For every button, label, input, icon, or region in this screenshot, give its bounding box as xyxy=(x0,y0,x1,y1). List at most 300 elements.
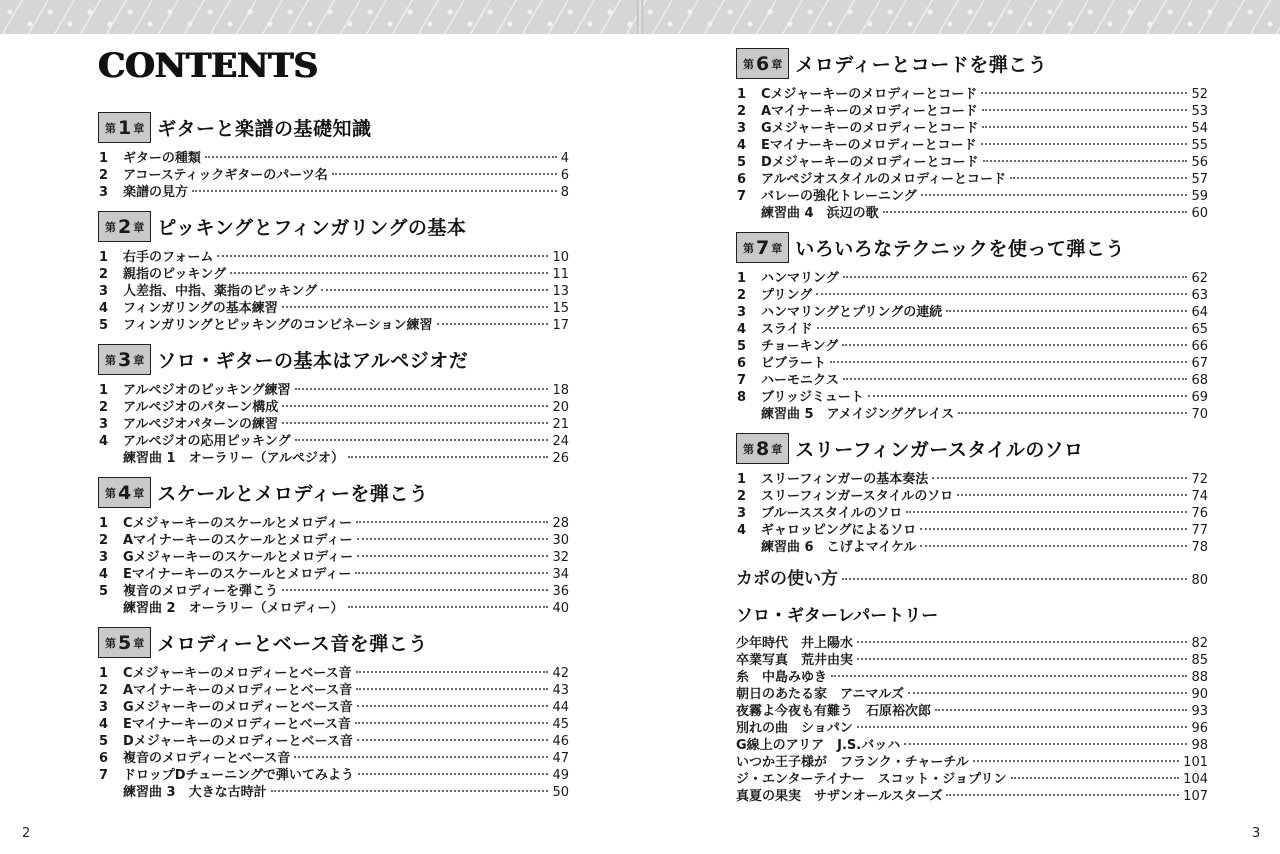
toc-entry[interactable] xyxy=(98,733,569,750)
dot-leader xyxy=(295,388,549,390)
entry-title: アルペジオのピッキング練習 xyxy=(123,383,291,398)
entry-title: ドロップDチューニングで弾いてみよう xyxy=(123,768,354,783)
toc-entry[interactable] xyxy=(736,188,1208,205)
entry-title: 右手のフォーム xyxy=(123,250,214,265)
entry-title: Aマイナーキーのスケールとメロディー xyxy=(123,533,353,548)
chapter-prefix: 第 xyxy=(105,486,116,500)
entry-number: 6 xyxy=(737,172,747,187)
toc-entry[interactable] xyxy=(736,771,1208,788)
dot-leader xyxy=(358,773,549,775)
contents-title: CONTENTS xyxy=(98,46,318,86)
dot-leader xyxy=(816,293,1187,295)
chapter-suffix: 章 xyxy=(133,486,145,500)
toc-entry[interactable] xyxy=(736,471,1208,488)
entry-page-number: 53 xyxy=(1191,104,1208,119)
entry-page-number: 104 xyxy=(1183,772,1208,787)
entry-number: 2 xyxy=(737,489,747,504)
toc-entry[interactable] xyxy=(736,389,1208,406)
chapter-entries xyxy=(736,86,1208,222)
entry-page-number: 45 xyxy=(552,717,569,732)
toc-entry[interactable] xyxy=(736,287,1208,304)
toc-entry[interactable] xyxy=(736,205,1208,222)
entry-title: Cメジャーキーのメロディーとコード xyxy=(761,87,978,102)
dot-leader xyxy=(357,538,549,540)
entry-number: 1 xyxy=(737,472,747,487)
entry-number: 3 xyxy=(737,121,747,136)
entry-number: 5 xyxy=(737,339,747,354)
chapter-suffix: 章 xyxy=(133,220,145,234)
entry-title: ブリッジミュート xyxy=(761,390,864,405)
dot-leader xyxy=(356,671,549,673)
toc-entry[interactable] xyxy=(736,788,1208,805)
chapter-entries xyxy=(98,665,569,801)
entry-page-number: 49 xyxy=(552,768,569,783)
dot-leader xyxy=(437,323,549,325)
entry-page-number: 60 xyxy=(1191,206,1208,221)
dot-leader xyxy=(868,395,1188,397)
chapter-heading xyxy=(98,210,569,243)
toc-entry[interactable] xyxy=(736,686,1208,703)
chapter-7 xyxy=(736,231,1208,423)
left-page-toc xyxy=(98,111,569,801)
toc-entry[interactable] xyxy=(736,635,1208,652)
entry-page-number: 57 xyxy=(1191,172,1208,187)
toc-entry[interactable] xyxy=(736,669,1208,686)
dot-leader xyxy=(282,422,548,424)
chapter-heading xyxy=(98,476,569,509)
toc-entry[interactable] xyxy=(736,522,1208,539)
entry-number: 5 xyxy=(99,318,109,333)
entry-page-number: 65 xyxy=(1191,322,1208,337)
entry-title: 複音のメロディーとベース音 xyxy=(123,751,291,766)
entry-page-number: 96 xyxy=(1191,721,1208,736)
dot-leader xyxy=(321,289,548,291)
toc-entry[interactable] xyxy=(736,737,1208,754)
entry-title: フィンガリングの基本練習 xyxy=(123,301,278,316)
entry-title: 卒業写真 荒井由実 xyxy=(736,653,854,668)
capo-entry[interactable] xyxy=(736,564,1208,594)
entry-title: Cメジャーキーのメロディーとベース音 xyxy=(123,666,352,681)
dot-leader xyxy=(920,528,1187,530)
chapter-title: スリーフィンガースタイルのソロ xyxy=(795,439,1084,461)
chapter-prefix: 第 xyxy=(105,636,116,650)
entry-title: 真夏の果実 サザンオールスターズ xyxy=(736,789,943,804)
entry-number: 6 xyxy=(99,751,109,766)
toc-entry[interactable] xyxy=(98,184,569,201)
entry-title: 朝日のあたる家 アニマルズ xyxy=(736,687,904,702)
entry-title: 練習曲 5 アメイジンググレイス xyxy=(761,407,955,422)
page-number-left: 2 xyxy=(22,826,31,841)
toc-entry[interactable] xyxy=(98,682,569,699)
dot-leader xyxy=(271,790,549,792)
entry-page-number: 46 xyxy=(552,734,569,749)
entry-page-number: 62 xyxy=(1191,271,1208,286)
dot-leader xyxy=(355,572,548,574)
entry-number: 3 xyxy=(737,305,747,320)
entry-title: Gメジャーキーのメロディーとベース音 xyxy=(123,700,353,715)
toc-entry[interactable] xyxy=(736,103,1208,120)
chapter-number: 1 xyxy=(118,116,132,139)
entry-number: 1 xyxy=(99,666,109,681)
toc-entry[interactable] xyxy=(736,720,1208,737)
dot-leader xyxy=(357,555,548,557)
entry-title: ビブラート xyxy=(761,356,827,371)
dot-leader xyxy=(230,272,548,274)
dot-leader xyxy=(348,606,549,608)
dot-leader xyxy=(904,743,1187,745)
dot-leader xyxy=(282,405,548,407)
entry-title: 練習曲 1 オーラリー（アルペジオ） xyxy=(123,451,345,466)
chapter-2 xyxy=(98,210,569,334)
entry-number: 3 xyxy=(99,284,109,299)
entry-number: 2 xyxy=(737,104,747,119)
entry-page-number: 30 xyxy=(552,533,569,548)
dot-leader xyxy=(356,688,548,690)
chapter-heading xyxy=(736,47,1208,80)
entry-title: Dメジャーキーのメロディーとベース音 xyxy=(123,734,353,749)
dot-leader xyxy=(906,511,1187,513)
chapter-4 xyxy=(98,476,569,617)
toc-entry[interactable] xyxy=(98,450,569,467)
dot-leader xyxy=(957,494,1187,496)
toc-entry[interactable] xyxy=(736,137,1208,154)
toc-entry[interactable] xyxy=(736,539,1208,556)
toc-entry[interactable] xyxy=(736,338,1208,355)
entry-page-number: 47 xyxy=(552,751,569,766)
chapter-3 xyxy=(98,343,569,467)
dot-leader xyxy=(355,722,549,724)
chapter-suffix: 章 xyxy=(771,442,783,456)
entry-title: アルペジオパターンの練習 xyxy=(123,417,278,432)
toc-entry[interactable] xyxy=(98,416,569,433)
entry-title: 人差指、中指、薬指のピッキング xyxy=(123,284,318,299)
entry-page-number: 72 xyxy=(1191,472,1208,487)
toc-entry[interactable] xyxy=(98,566,569,583)
dot-leader xyxy=(282,589,548,591)
chapter-number: 5 xyxy=(118,631,132,654)
toc-entry[interactable] xyxy=(98,583,569,600)
entry-page-number: 17 xyxy=(552,318,569,333)
entry-title: 親指のピッキング xyxy=(123,267,227,282)
entry-title: プリング xyxy=(761,288,813,303)
toc-entry[interactable] xyxy=(98,249,569,266)
dot-leader xyxy=(217,255,548,257)
entry-title: Dメジャーキーのメロディーとコード xyxy=(761,155,979,170)
dot-leader xyxy=(843,378,1188,380)
dot-leader xyxy=(282,306,549,308)
entry-number: 1 xyxy=(737,87,747,102)
entry-title: アコースティックギターのパーツ名 xyxy=(123,168,328,183)
repertoire-section xyxy=(736,603,1208,805)
toc-entry[interactable] xyxy=(736,154,1208,171)
entry-page-number: 77 xyxy=(1191,523,1208,538)
dot-leader xyxy=(973,760,1179,762)
toc-entry[interactable] xyxy=(98,767,569,784)
entry-number: 4 xyxy=(99,717,109,732)
entry-page-number: 44 xyxy=(552,700,569,715)
entry-title: ジ・エンターテイナー スコット・ジョプリン xyxy=(736,772,1007,787)
entry-page-number: 6 xyxy=(560,168,569,183)
chapter-number: 2 xyxy=(118,215,132,238)
capo-title: カポの使い方 xyxy=(736,569,838,589)
entry-number: 1 xyxy=(99,516,109,531)
entry-page-number: 85 xyxy=(1191,653,1208,668)
toc-entry[interactable] xyxy=(736,321,1208,338)
entry-page-number: 28 xyxy=(552,516,569,531)
entry-number: 2 xyxy=(99,683,109,698)
toc-entry[interactable] xyxy=(98,532,569,549)
chapter-badge xyxy=(98,211,151,242)
dot-leader xyxy=(921,194,1188,196)
entry-page-number: 10 xyxy=(552,250,569,265)
toc-entry[interactable] xyxy=(736,270,1208,287)
entry-number: 3 xyxy=(99,550,109,565)
chapter-badge xyxy=(98,477,151,508)
chapter-prefix: 第 xyxy=(105,121,116,135)
capo-page-number: 80 xyxy=(1191,573,1208,588)
toc-entry[interactable] xyxy=(736,703,1208,720)
chapter-suffix: 章 xyxy=(771,57,783,71)
dot-leader xyxy=(946,310,1187,312)
entry-number: 1 xyxy=(99,250,109,265)
entry-number: 5 xyxy=(99,584,109,599)
dot-leader xyxy=(935,709,1187,711)
chapter-badge xyxy=(98,627,151,658)
entry-page-number: 24 xyxy=(552,434,569,449)
dot-leader xyxy=(205,156,557,158)
dot-leader xyxy=(958,412,1187,414)
toc-entry[interactable] xyxy=(736,488,1208,505)
chapter-badge xyxy=(98,344,151,375)
entry-page-number: 101 xyxy=(1183,755,1208,770)
dot-leader xyxy=(817,327,1188,329)
toc-entry[interactable] xyxy=(736,754,1208,771)
chapter-entries xyxy=(736,471,1208,556)
chapter-number: 8 xyxy=(756,437,770,460)
chapter-title: スケールとメロディーを弾こう xyxy=(157,483,429,505)
entry-title: Gメジャーキーのスケールとメロディー xyxy=(123,550,354,565)
chapter-title: メロディーとベース音を弾こう xyxy=(157,633,428,655)
chapter-prefix: 第 xyxy=(105,353,116,367)
entry-title: Aマイナーキーのメロディーとベース音 xyxy=(123,683,353,698)
entry-page-number: 54 xyxy=(1191,121,1208,136)
chapter-title: ギターと楽譜の基礎知識 xyxy=(157,118,372,140)
repertoire-title: ソロ・ギターレパートリー xyxy=(736,606,939,626)
entry-title: ハーモニクス xyxy=(761,373,839,388)
entry-title: ギャロッピングによるソロ xyxy=(761,523,917,538)
entry-title: ギターの種類 xyxy=(123,151,201,166)
entry-page-number: 70 xyxy=(1191,407,1208,422)
entry-page-number: 98 xyxy=(1191,738,1208,753)
entry-title: アルペジオのパターン構成 xyxy=(123,400,279,415)
entry-number: 3 xyxy=(99,700,109,715)
dot-leader xyxy=(932,477,1187,479)
entry-title: Gメジャーキーのメロディーとコード xyxy=(761,121,979,136)
toc-entry[interactable] xyxy=(98,600,569,617)
toc-entry[interactable] xyxy=(98,167,569,184)
entry-page-number: 18 xyxy=(552,383,569,398)
entry-page-number: 68 xyxy=(1191,373,1208,388)
entry-number: 4 xyxy=(737,523,747,538)
entry-number: 2 xyxy=(99,400,109,415)
toc-entry[interactable] xyxy=(736,304,1208,321)
entry-page-number: 93 xyxy=(1191,704,1208,719)
entry-page-number: 34 xyxy=(552,567,569,582)
toc-entry[interactable] xyxy=(736,120,1208,137)
toc-entry[interactable] xyxy=(736,355,1208,372)
entry-number: 3 xyxy=(99,185,109,200)
chapter-suffix: 章 xyxy=(771,241,783,255)
dot-leader xyxy=(295,439,549,441)
dot-leader xyxy=(842,344,1187,346)
toc-entry[interactable] xyxy=(98,266,569,283)
chapter-heading xyxy=(736,231,1208,264)
entry-page-number: 76 xyxy=(1191,506,1208,521)
dot-leader xyxy=(981,92,1187,94)
toc-entry[interactable] xyxy=(98,433,569,450)
chapter-entries xyxy=(98,249,569,334)
entry-title: Eマイナーキーのメロディーとコード xyxy=(761,138,977,153)
entry-number: 5 xyxy=(99,734,109,749)
entry-title: 複音のメロディーを弾こう xyxy=(123,584,278,599)
dot-leader xyxy=(981,143,1188,145)
entry-page-number: 107 xyxy=(1183,789,1208,804)
entry-page-number: 66 xyxy=(1191,339,1208,354)
dot-leader xyxy=(831,675,1187,677)
entry-page-number: 15 xyxy=(552,301,569,316)
entry-title: 夜霧よ今夜も有難う 石原裕次郎 xyxy=(736,704,932,719)
entry-title: Cメジャーキーのスケールとメロディー xyxy=(123,516,352,531)
dot-leader xyxy=(857,641,1187,643)
entry-page-number: 43 xyxy=(552,683,569,698)
entry-title: Eマイナーキーのスケールとメロディー xyxy=(123,567,352,582)
chapter-entries xyxy=(98,515,569,617)
chapter-suffix: 章 xyxy=(133,636,145,650)
entry-title: 別れの曲 ショパン xyxy=(736,721,853,736)
toc-entry[interactable] xyxy=(98,515,569,532)
entry-page-number: 40 xyxy=(552,601,569,616)
entry-number: 6 xyxy=(737,356,747,371)
entry-title: いつか王子様が フランク・チャーチル xyxy=(736,755,969,770)
entry-number: 7 xyxy=(99,768,109,783)
entry-title: スリーフィンガーの基本奏法 xyxy=(761,472,929,487)
entry-number: 4 xyxy=(737,138,747,153)
toc-entry[interactable] xyxy=(736,372,1208,389)
entry-page-number: 26 xyxy=(552,451,569,466)
chapter-prefix: 第 xyxy=(105,220,116,234)
page-number-right: 3 xyxy=(1252,826,1261,841)
entry-page-number: 52 xyxy=(1191,87,1208,102)
chapter-prefix: 第 xyxy=(743,241,754,255)
dot-leader xyxy=(983,160,1188,162)
repertoire-entries xyxy=(736,635,1208,805)
dot-leader xyxy=(1010,177,1187,179)
chapter-8 xyxy=(736,432,1208,556)
entry-page-number: 74 xyxy=(1191,489,1208,504)
dot-leader xyxy=(920,545,1187,547)
dot-leader xyxy=(192,190,557,192)
toc-entry[interactable] xyxy=(736,171,1208,188)
dot-leader xyxy=(332,173,557,175)
chapter-entries xyxy=(98,150,569,201)
book-gutter xyxy=(637,0,643,34)
entry-number: 4 xyxy=(99,434,109,449)
toc-entry[interactable] xyxy=(98,283,569,300)
toc-entry[interactable] xyxy=(98,716,569,733)
chapter-heading xyxy=(98,111,569,144)
entry-title: G線上のアリア J.S.バッハ xyxy=(736,738,901,753)
chapter-title: メロディーとコードを弾こう xyxy=(795,54,1048,76)
toc-entry[interactable] xyxy=(98,399,569,416)
entry-number: 4 xyxy=(99,567,109,582)
entry-page-number: 64 xyxy=(1191,305,1208,320)
dot-leader xyxy=(830,361,1187,363)
toc-entry[interactable] xyxy=(98,317,569,334)
toc-entry[interactable] xyxy=(98,699,569,716)
toc-entry[interactable] xyxy=(98,382,569,399)
entry-number: 1 xyxy=(99,151,109,166)
entry-page-number: 69 xyxy=(1191,390,1208,405)
toc-entry[interactable] xyxy=(98,300,569,317)
dot-leader xyxy=(982,126,1187,128)
toc-entry[interactable] xyxy=(736,86,1208,103)
entry-page-number: 67 xyxy=(1191,356,1208,371)
dot-leader xyxy=(842,578,1187,580)
toc-entry[interactable] xyxy=(98,549,569,566)
chapter-prefix: 第 xyxy=(743,442,754,456)
toc-entry[interactable] xyxy=(98,150,569,167)
entry-title: ハンマリング xyxy=(761,271,839,286)
entry-number: 3 xyxy=(99,417,109,432)
dot-leader xyxy=(348,456,548,458)
toc-entry[interactable] xyxy=(736,505,1208,522)
toc-entry[interactable] xyxy=(98,665,569,682)
entry-title: 練習曲 2 オーラリー（メロディー） xyxy=(123,601,344,616)
chapter-heading xyxy=(736,432,1208,465)
entry-title: ブルーススタイルのソロ xyxy=(761,506,903,521)
entry-number: 5 xyxy=(737,155,747,170)
entry-page-number: 20 xyxy=(552,400,569,415)
dot-leader xyxy=(946,794,1179,796)
entry-page-number: 21 xyxy=(552,417,569,432)
dot-leader xyxy=(883,211,1188,213)
toc-entry[interactable] xyxy=(98,750,569,767)
entry-number: 1 xyxy=(737,271,747,286)
entry-page-number: 63 xyxy=(1191,288,1208,303)
entry-page-number: 88 xyxy=(1191,670,1208,685)
entry-title: アルペジオの応用ピッキング xyxy=(123,434,291,449)
dot-leader xyxy=(857,726,1188,728)
entry-number: 7 xyxy=(737,189,747,204)
entry-page-number: 78 xyxy=(1191,540,1208,555)
right-page-toc xyxy=(736,47,1208,805)
entry-number: 2 xyxy=(99,168,109,183)
chapter-badge xyxy=(736,433,789,464)
entry-title: 練習曲 3 大きな古時計 xyxy=(123,785,267,800)
entry-page-number: 8 xyxy=(560,185,569,200)
entry-number: 2 xyxy=(99,267,109,282)
entry-page-number: 42 xyxy=(552,666,569,681)
toc-entry[interactable] xyxy=(736,406,1208,423)
chapter-heading xyxy=(98,626,569,659)
toc-entry[interactable] xyxy=(98,784,569,801)
entry-title: スリーフィンガースタイルのソロ xyxy=(761,489,954,504)
entry-page-number: 50 xyxy=(552,785,569,800)
chapter-badge xyxy=(736,232,789,263)
chapter-number: 4 xyxy=(118,481,132,504)
toc-entry[interactable] xyxy=(736,652,1208,669)
chapter-heading xyxy=(98,343,569,376)
